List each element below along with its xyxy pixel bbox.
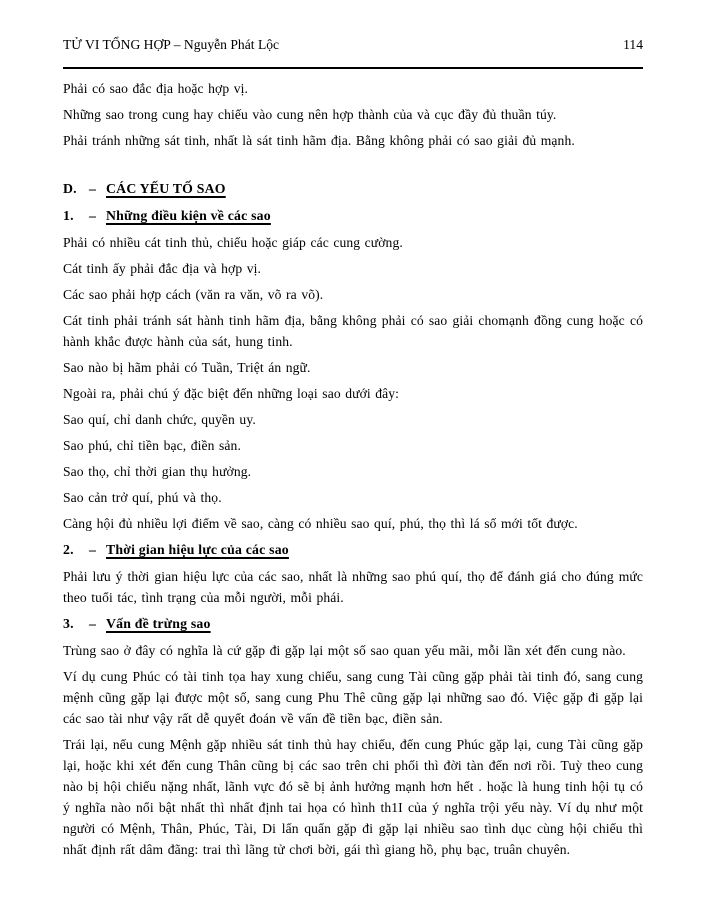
subsection-label: 2.	[63, 542, 74, 557]
paragraph: Càng hội đủ nhiều lợi điểm về sao, càng có nhiều sao quí, phú, thọ thì lá số mới tốt được.	[63, 516, 578, 531]
paragraph: Sao cản trở quí, phú và thọ.	[63, 490, 222, 505]
paragraph: Cát tinh ấy phải đắc địa và hợp vị.	[63, 261, 262, 276]
page-header	[63, 37, 643, 53]
paragraph: Các sao phải hợp cách (văn ra văn, võ ra võ).	[63, 287, 324, 302]
subsection-heading-3	[63, 613, 643, 634]
subsection-heading-2	[63, 539, 643, 560]
subsection-title: Những điều kiện về các sao	[106, 208, 271, 223]
paragraph: Phải tránh những sát tinh, nhất là sát tinh hãm địa. Bằng không phải có sao giải đủ mạnh.	[63, 133, 575, 148]
paragraph: Phải có nhiều cát tinh thủ, chiếu hoặc giáp các cung cường.	[63, 235, 403, 250]
paragraph: Những sao trong cung hay chiếu vào cung nên hợp thành của và cục đầy đủ thuần túy.	[63, 107, 557, 122]
paragraph: Phải lưu ý thời gian hiệu lực của các sao, nhất là những sao phú quí, thọ để đánh giá cho đúng mức theo tuổi tác, tình trạng của mỗi người, mỗi phái.	[63, 569, 643, 605]
paragraph: Sao nào bị hãm phải có Tuần, Triệt án ngữ.	[63, 360, 311, 375]
section-label: D.	[63, 181, 77, 196]
header-divider	[63, 67, 643, 69]
subsection-label: 1.	[63, 208, 74, 223]
subsection-heading-1	[63, 205, 643, 226]
paragraph: Ví dụ cung Phúc có tài tinh tọa hay xung chiếu, sang cung Tài cũng gặp phải tài tinh đó, sang cung mệnh cũng gặp lại được một số, sang cung Phu Thê cũng gặp lại những sao đó. Việc gặp đi gặp lại các sao tài như vậy rất dễ quyết đoán về vấn đề tiền bạc, điền sản.	[63, 669, 643, 726]
paragraph: Phải có sao đắc địa hoặc hợp vị.	[63, 81, 248, 96]
subsection-title: Vấn đề trừng sao	[106, 616, 211, 631]
subsection-dash: –	[89, 616, 97, 631]
section-dash: –	[89, 181, 97, 196]
paragraph: Trùng sao ở đây có nghĩa là cứ gặp đi gặp lại một số sao quan yếu mãi, mỗi lần xét đến cung nào.	[63, 643, 626, 658]
paragraph: Ngoài ra, phải chú ý đặc biệt đến những loại sao dưới đây:	[63, 386, 400, 401]
paragraph: Trái lại, nếu cung Mệnh gặp nhiều sát tinh thủ hay chiếu, đến cung Phúc gặp lại, cung Tài cũng gặp lại, hoặc khi xét đến cung Thân cũng bị các sao trên chi phối thì đời tàn đến nơi rồi. Tuỳ theo cung nào bị hội chiếu nặng nhất, lãnh vực đó sẽ bị ảnh hưởng mạnh hơn hết . hoặc là hung tinh hội tụ có ý nghĩa nào nổi bật nhất thì nhất định tai họa có hình th1I của ý nghĩa trội yếu này. Ví dụ như một người có Mệnh, Thân, Phúc, Tài, Di lẩn quẩn gặp đi gặp lại nhiều sao tình dục cùng hội chiếu thì nhất định rất dâm đãng: trai thì lãng tử chơi bời, gái thì giang hồ, phụ bạc, truân chuyên.	[63, 737, 643, 857]
paragraph: Sao quí, chỉ danh chức, quyền uy.	[63, 412, 256, 427]
paragraph: Sao phú, chỉ tiền bạc, điền sản.	[63, 438, 241, 453]
book-title: TỬ VI TỔNG HỢP – Nguyễn Phát Lộc	[63, 37, 280, 52]
page-number: 114	[623, 37, 643, 52]
section-title: CÁC YẾU TỐ SAO	[106, 181, 226, 196]
paragraph: Sao thọ, chỉ thời gian thụ hưởng.	[63, 464, 252, 479]
paragraph: Cát tinh phải tránh sát hành tinh hãm địa, bằng không phải có sao giải chomạnh đồng cung hoặc có hành khắc được hành của sát, hung tinh.	[63, 313, 643, 349]
section-heading-d	[63, 178, 643, 199]
subsection-dash: –	[89, 542, 97, 557]
subsection-label: 3.	[63, 616, 74, 631]
subsection-dash: –	[89, 208, 97, 223]
subsection-title: Thời gian hiệu lực của các sao	[106, 542, 289, 557]
